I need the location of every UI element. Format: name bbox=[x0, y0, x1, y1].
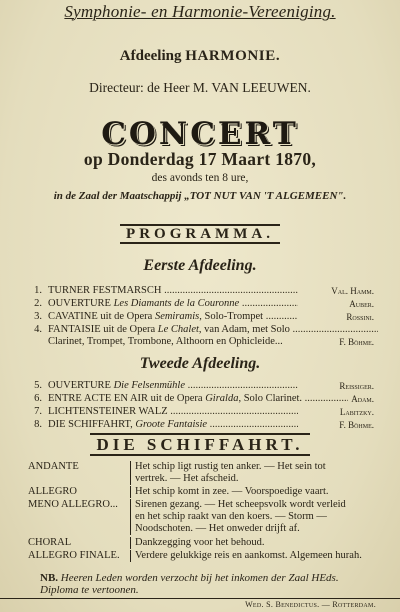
concert-time: des avonds ten 8 ure, bbox=[151, 172, 249, 184]
note-label: NB. bbox=[40, 572, 59, 584]
item-composer: Rossini. bbox=[346, 312, 374, 322]
item-composer: Reissiger. bbox=[339, 381, 374, 391]
item-number: 8. bbox=[34, 419, 42, 430]
movement-tempo: ALLEGRO FINALE. bbox=[28, 550, 120, 561]
item-composer: F. Böhme. bbox=[339, 420, 374, 430]
part-one-title: Eerste Afdeeling. bbox=[143, 257, 257, 274]
schiffahrt-heading bbox=[0, 435, 400, 455]
item-composer: Val. Hamm. bbox=[331, 286, 374, 296]
afdeeling-name: HARMONIE. bbox=[185, 48, 281, 64]
movement-description: Sirenen gezang. — Het scheepsvolk wordt verleid en het schip raakt van den koers. — Storm — Noodschoten. — Het onweder drijft af. bbox=[130, 499, 379, 535]
programma-heading bbox=[0, 226, 400, 243]
afdeeling-prefix: Afdeeling bbox=[119, 48, 182, 64]
item-composer: Adam. bbox=[351, 394, 374, 404]
concert-title: CONCERT bbox=[101, 116, 299, 152]
society-name: Symphonie- en Harmonie-Vereeniging. bbox=[64, 2, 336, 21]
schiffahrt-label: DIE SCHIFFAHRT. bbox=[90, 433, 309, 456]
director-line: Directeur: de Heer M. VAN LEEUWEN. bbox=[89, 80, 311, 95]
item-number: 7. bbox=[34, 406, 42, 417]
item-title: LICHTENSTEINER WALZ ..... bbox=[48, 406, 298, 418]
item-number: 4. bbox=[34, 324, 42, 335]
item-title: FANTAISIE uit de Opera Le Chalet, van Adam, met Solo ..... bbox=[48, 324, 378, 336]
item-composer: Labitzky. bbox=[339, 407, 374, 417]
item-number: 3. bbox=[34, 311, 42, 322]
item-title-continued: Clarinet, Trompet, Trombone, Althoorn en Ophicleide... bbox=[48, 336, 283, 347]
movement-tempo: MENO ALLEGRO... bbox=[28, 499, 118, 510]
item-composer: F. Böhme. bbox=[339, 337, 374, 347]
item-title: CAVATINE uit de Opera Semiramis, Solo-Trompet ..... bbox=[48, 311, 298, 323]
item-number: 5. bbox=[34, 380, 42, 391]
program-item bbox=[28, 324, 374, 348]
concert-venue: in de Zaal der Maatschappij „TOT NUT VAN 'T ALGEMEEN". bbox=[53, 190, 347, 202]
movement-tempo: ANDANTE bbox=[28, 461, 79, 472]
item-title: OUVERTURE Les Diamants de la Couronne ..... bbox=[48, 298, 298, 310]
footer-divider bbox=[0, 598, 400, 599]
movement-tempo: CHORAL bbox=[28, 537, 72, 548]
item-title: OUVERTURE Die Felsenmühle ..... bbox=[48, 380, 298, 392]
movement-tempo: ALLEGRO bbox=[28, 486, 77, 497]
section-heading bbox=[0, 48, 400, 65]
programma-label: PROGRAMMA. bbox=[120, 224, 280, 244]
part-two-title: Tweede Afdeeling. bbox=[139, 355, 261, 372]
item-number: 2. bbox=[34, 298, 42, 309]
printer-imprint: Wed. S. Benedictus. — Rotterdam. bbox=[245, 600, 376, 609]
item-title: ENTRE ACTE EN AIR uit de Opera Giralda, Solo Clarinet. ..... bbox=[48, 393, 348, 405]
item-title: TURNER FESTMARSCH ..... bbox=[48, 285, 298, 297]
item-composer: Auber. bbox=[349, 299, 374, 309]
item-title: DIE SCHIFFAHRT, Groote Fantaisie ..... bbox=[48, 419, 298, 431]
movement-description: Het schip ligt rustig ten anker. — Het sein tot vertrek. — Het afscheid. bbox=[130, 461, 379, 485]
members-note bbox=[40, 572, 370, 596]
movement-description: Dankzegging voor het behoud. bbox=[130, 537, 379, 549]
item-number: 1. bbox=[34, 285, 42, 296]
note-text: Heeren Leden worden verzocht bij het inkomen der Zaal HEds. Diploma te vertoonen. bbox=[40, 572, 339, 596]
item-number: 6. bbox=[34, 393, 42, 404]
concert-date: op Donderdag 17 Maart 1870, bbox=[83, 149, 317, 169]
movement-description: Verdere gelukkige reis en aankomst. Algemeen hurah. bbox=[130, 550, 379, 562]
movement-description: Het schip komt in zee. — Voorspoedige vaart. bbox=[130, 486, 379, 498]
